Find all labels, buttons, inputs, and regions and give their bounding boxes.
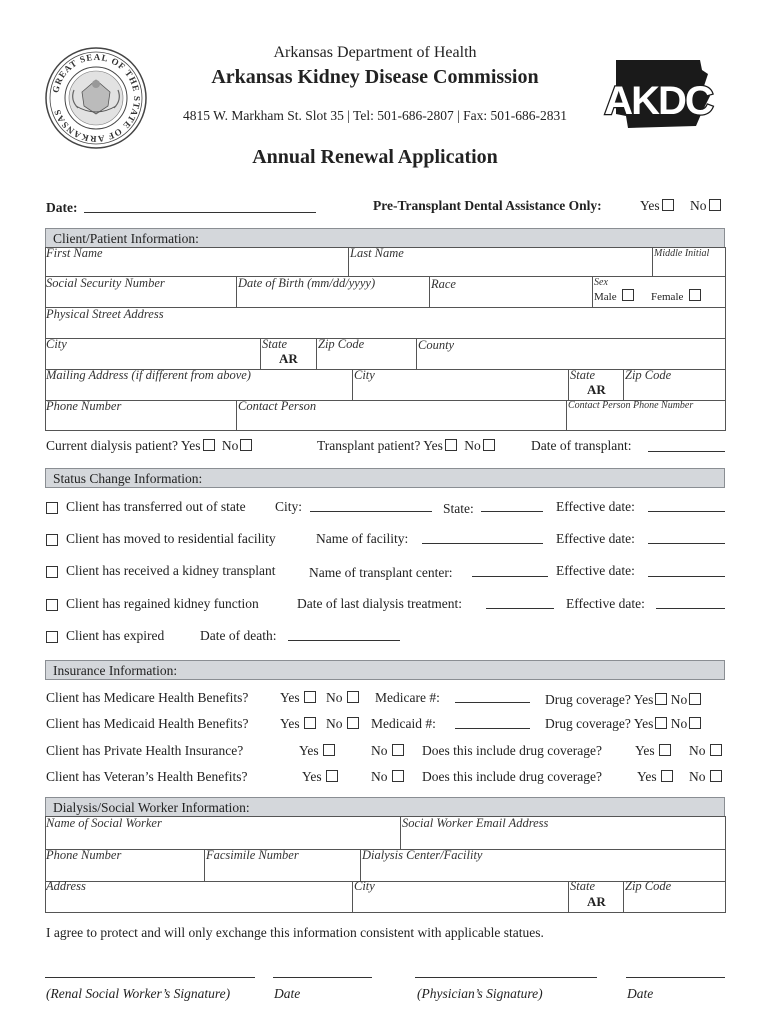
zip-label: Zip Code bbox=[318, 337, 365, 351]
social-worker-signature-line[interactable] bbox=[45, 977, 255, 978]
medicare-number-label: Medicare #: bbox=[375, 690, 440, 705]
private-yes-label: Yes bbox=[299, 743, 319, 758]
residential-checkbox[interactable] bbox=[46, 534, 58, 546]
expired-label: Client has expired bbox=[66, 628, 165, 643]
social-worker-email-label: Social Worker Email Address bbox=[402, 816, 549, 830]
private-insurance-label: Client has Private Health Insurance? bbox=[46, 743, 244, 758]
received-effective-label: Effective date: bbox=[556, 563, 635, 578]
female-label: Female bbox=[651, 291, 684, 303]
medicaid-number-label: Medicaid #: bbox=[371, 716, 436, 731]
transplant-no-checkbox[interactable] bbox=[483, 439, 495, 451]
medicaid-no-checkbox[interactable] bbox=[347, 717, 359, 729]
street-address-label: Physical Street Address bbox=[46, 307, 164, 321]
regained-function-label: Client has regained kidney function bbox=[66, 596, 259, 611]
mailing-city-label: City bbox=[354, 368, 375, 382]
private-no-checkbox[interactable] bbox=[392, 744, 404, 756]
social-worker-address-label: Address bbox=[46, 879, 86, 893]
dental-no-label: No bbox=[690, 198, 707, 213]
mailing-state-label: State bbox=[570, 368, 595, 382]
date1-label: Date bbox=[274, 986, 301, 1001]
private-drug-yes-label: Yes bbox=[635, 743, 655, 758]
contact-phone-label: Contact Person Phone Number bbox=[568, 400, 694, 411]
female-checkbox[interactable] bbox=[689, 289, 701, 301]
dialysis-no-checkbox[interactable] bbox=[240, 439, 252, 451]
medicare-no-checkbox[interactable] bbox=[347, 691, 359, 703]
form-title: Annual Renewal Application bbox=[252, 146, 498, 168]
social-worker-signature-label: (Renal Social Worker’s Signature) bbox=[46, 986, 231, 1001]
date2-label: Date bbox=[627, 986, 654, 1001]
physician-signature-label: (Physician’s Signature) bbox=[417, 986, 543, 1001]
transplant-date-label: Date of transplant: bbox=[531, 438, 632, 453]
received-transplant-label: Client has received a kidney transplant bbox=[66, 563, 276, 578]
client-section-header: Client/Patient Information: bbox=[45, 228, 725, 248]
commission-name: Arkansas Kidney Disease Commission bbox=[211, 66, 539, 88]
transferred-state-label: State: bbox=[443, 501, 474, 516]
transferred-state-field[interactable] bbox=[481, 511, 543, 512]
veteran-yes-checkbox[interactable] bbox=[326, 770, 338, 782]
dental-yes-checkbox[interactable] bbox=[662, 199, 674, 211]
transplant-no-label: No bbox=[464, 438, 481, 453]
department-name: Arkansas Department of Health bbox=[273, 44, 477, 61]
residential-label: Client has moved to residential facility bbox=[66, 531, 276, 546]
transferred-city-field[interactable] bbox=[310, 511, 432, 512]
medicare-yes-label: Yes bbox=[280, 690, 300, 705]
private-drug-no-label: No bbox=[689, 743, 706, 758]
veteran-drug-no-checkbox[interactable] bbox=[710, 770, 722, 782]
received-effective-field[interactable] bbox=[648, 576, 725, 577]
social-worker-state-value: AR bbox=[587, 894, 606, 909]
medicare-yes-checkbox[interactable] bbox=[304, 691, 316, 703]
date2-line[interactable] bbox=[626, 977, 725, 978]
facility-field[interactable] bbox=[422, 543, 543, 544]
medicaid-yes-checkbox[interactable] bbox=[304, 717, 316, 729]
akdc-logo bbox=[588, 56, 728, 136]
social-worker-fax-label: Facsimile Number bbox=[206, 848, 299, 862]
physician-signature-line[interactable] bbox=[415, 977, 597, 978]
insurance-section-header: Insurance Information: bbox=[45, 660, 725, 680]
regained-effective-label: Effective date: bbox=[566, 596, 645, 611]
county-label: County bbox=[418, 338, 455, 352]
veteran-drug-no-label: No bbox=[689, 769, 706, 784]
medicare-drug-yes-label: Yes bbox=[633, 692, 654, 707]
dob-label: Date of Birth (mm/dd/yyyy) bbox=[238, 276, 376, 290]
social-worker-phone-label: Phone Number bbox=[46, 848, 122, 862]
private-no-label: No bbox=[371, 743, 388, 758]
death-date-field[interactable] bbox=[288, 640, 400, 641]
veteran-benefits-label: Client has Veteran’s Health Benefits? bbox=[46, 769, 248, 784]
medicare-drug-no-label: No bbox=[670, 692, 688, 707]
mailing-zip-label: Zip Code bbox=[625, 368, 672, 382]
contact-person-label: Contact Person bbox=[238, 399, 317, 413]
veteran-yes-label: Yes bbox=[302, 769, 322, 784]
social-worker-state-label: State bbox=[570, 879, 595, 893]
residential-effective-label: Effective date: bbox=[556, 531, 635, 546]
medicare-drug-yes-checkbox[interactable] bbox=[655, 693, 667, 705]
transferred-effective-field[interactable] bbox=[648, 511, 725, 512]
commission-address: 4815 W. Markham St. Slot 35 | Tel: 501-686-2807 | Fax: 501-686-2831 bbox=[182, 108, 568, 123]
last-dialysis-field[interactable] bbox=[486, 608, 554, 609]
city-label: City bbox=[46, 337, 67, 351]
date-label: Date: bbox=[46, 200, 78, 215]
facility-label: Name of facility: bbox=[316, 531, 409, 546]
medicaid-drug-no-label: No bbox=[670, 716, 688, 731]
mailing-address-label: Mailing Address (if different from above) bbox=[46, 368, 251, 382]
last-name-label: Last Name bbox=[350, 246, 404, 260]
male-label: Male bbox=[594, 291, 617, 303]
veteran-drug-label: Does this include drug coverage? bbox=[422, 769, 602, 784]
middle-initial-label: Middle Initial bbox=[654, 248, 710, 259]
social-worker-city-label: City bbox=[354, 879, 375, 893]
veteran-drug-yes-checkbox[interactable] bbox=[661, 770, 673, 782]
social-worker-section-header: Dialysis/Social Worker Information: bbox=[45, 797, 725, 817]
medicare-label: Client has Medicare Health Benefits? bbox=[46, 690, 249, 705]
current-dialysis-label: Current dialysis patient? Yes bbox=[46, 438, 201, 453]
medicaid-drug-label: Drug coverage? bbox=[545, 716, 631, 731]
first-name-label: First Name bbox=[46, 246, 103, 260]
private-drug-no-checkbox[interactable] bbox=[710, 744, 722, 756]
medicaid-drug-yes-checkbox[interactable] bbox=[655, 717, 667, 729]
mailing-state-value: AR bbox=[587, 382, 606, 397]
transferred-checkbox[interactable] bbox=[46, 502, 58, 514]
social-worker-zip-label: Zip Code bbox=[625, 879, 672, 893]
transferred-city-label: City: bbox=[275, 499, 303, 514]
dental-no-checkbox[interactable] bbox=[709, 199, 721, 211]
medicare-number-field[interactable] bbox=[455, 702, 530, 703]
date-field[interactable] bbox=[84, 212, 316, 213]
residential-effective-field[interactable] bbox=[648, 543, 725, 544]
veteran-drug-yes-label: Yes bbox=[637, 769, 657, 784]
received-transplant-checkbox[interactable] bbox=[46, 566, 58, 578]
medicaid-drug-yes-label: Yes bbox=[633, 716, 654, 731]
medicaid-drug-no-checkbox[interactable] bbox=[689, 717, 701, 729]
transplant-patient-label: Transplant patient? Yes bbox=[317, 438, 443, 453]
sex-label: Sex bbox=[594, 277, 608, 288]
status-section-header: Status Change Information: bbox=[45, 468, 725, 488]
svg-text:GREAT SEAL OF THE STATE OF ARK: GREAT SEAL OF THE STATE OF ARKANSAS bbox=[50, 51, 143, 145]
medicare-drug-no-checkbox[interactable] bbox=[689, 693, 701, 705]
last-dialysis-label: Date of last dialysis treatment: bbox=[297, 596, 462, 611]
private-drug-label: Does this include drug coverage? bbox=[422, 743, 602, 758]
regained-effective-field[interactable] bbox=[656, 608, 725, 609]
dialysis-no-label: No bbox=[221, 438, 239, 453]
veteran-no-label: No bbox=[371, 769, 388, 784]
phone-label: Phone Number bbox=[46, 399, 122, 413]
transplant-date-field[interactable] bbox=[648, 451, 725, 452]
medicare-no-label: No bbox=[326, 690, 343, 705]
transplant-center-field[interactable] bbox=[472, 576, 548, 577]
transplant-center-label: Name of transplant center: bbox=[309, 565, 453, 580]
expired-checkbox[interactable] bbox=[46, 631, 58, 643]
medicaid-label: Client has Medicaid Health Benefits? bbox=[46, 716, 249, 731]
state-seal bbox=[44, 46, 148, 150]
svg-text:AKDC: AKDC bbox=[604, 79, 712, 123]
medicaid-no-label: No bbox=[326, 716, 343, 731]
transferred-effective-label: Effective date: bbox=[556, 499, 635, 514]
agreement-text: I agree to protect and will only exchange this information consistent with applicable statues. bbox=[46, 925, 544, 940]
dental-label: Pre-Transplant Dental Assistance Only: bbox=[373, 198, 602, 213]
private-drug-yes-checkbox[interactable] bbox=[659, 744, 671, 756]
dialysis-yes-checkbox[interactable] bbox=[203, 439, 215, 451]
transferred-label: Client has transferred out of state bbox=[66, 499, 246, 514]
male-checkbox[interactable] bbox=[622, 289, 634, 301]
state-label: State bbox=[262, 337, 287, 351]
veteran-no-checkbox[interactable] bbox=[392, 770, 404, 782]
medicaid-number-field[interactable] bbox=[455, 728, 530, 729]
state-value: AR bbox=[279, 351, 298, 366]
regained-function-checkbox[interactable] bbox=[46, 599, 58, 611]
social-worker-name-label: Name of Social Worker bbox=[46, 816, 162, 830]
medicare-drug-label: Drug coverage? bbox=[545, 692, 631, 707]
ssn-label: Social Security Number bbox=[46, 276, 165, 290]
medicaid-yes-label: Yes bbox=[280, 716, 300, 731]
dialysis-center-label: Dialysis Center/Facility bbox=[362, 848, 483, 862]
death-date-label: Date of death: bbox=[200, 628, 277, 643]
race-label: Race bbox=[431, 277, 456, 291]
dental-yes-label: Yes bbox=[640, 198, 660, 213]
transplant-yes-checkbox[interactable] bbox=[445, 439, 457, 451]
date1-line[interactable] bbox=[273, 977, 372, 978]
private-yes-checkbox[interactable] bbox=[323, 744, 335, 756]
